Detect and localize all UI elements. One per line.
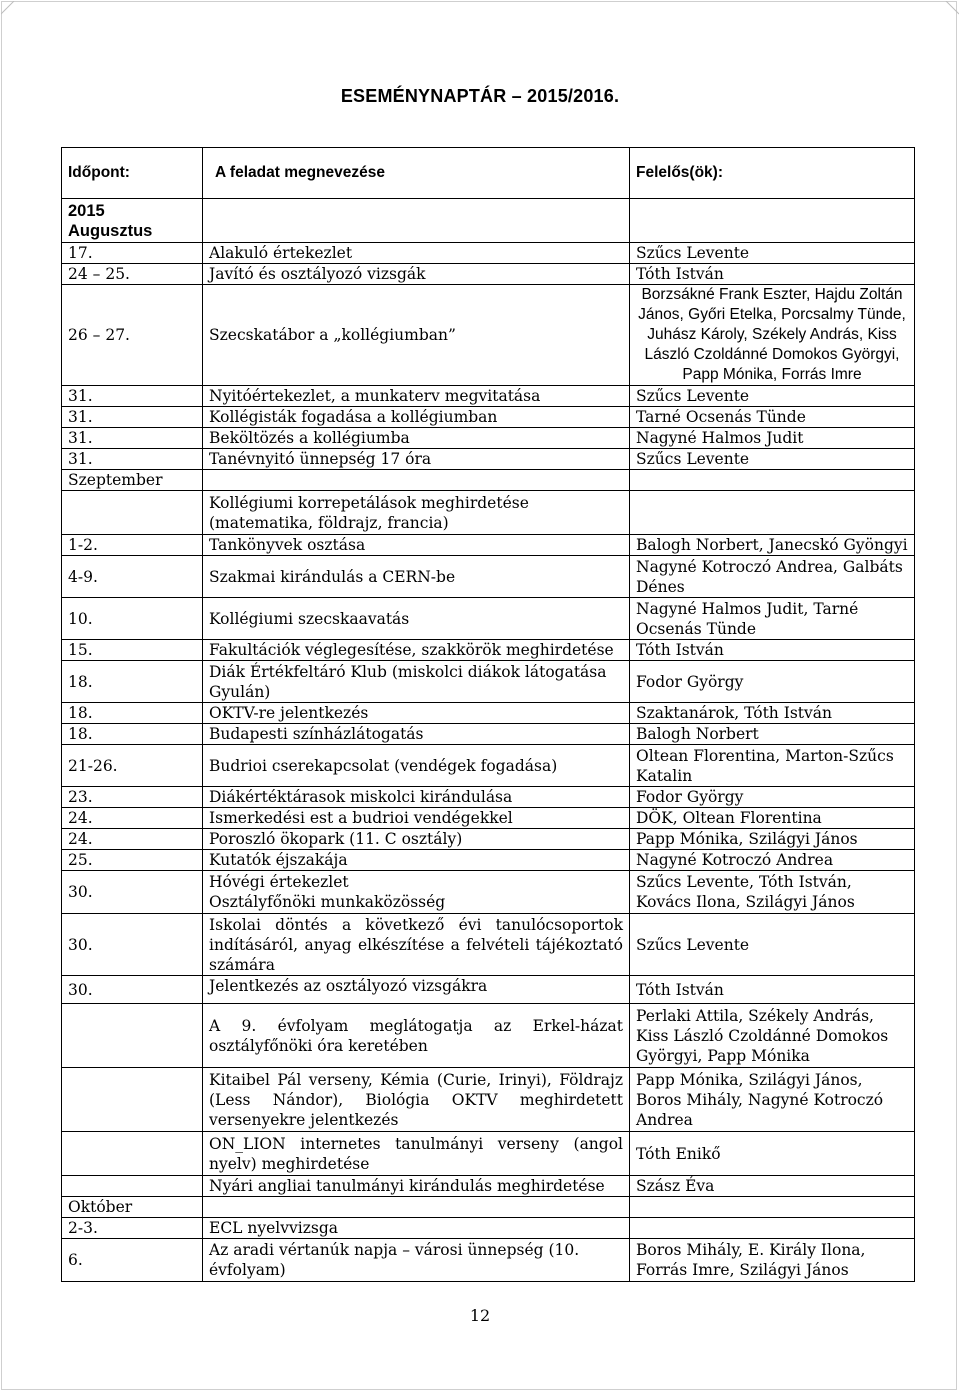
task-cell: Tankönyvek osztása <box>203 535 630 556</box>
task-cell: Budapesti színházlátogatás <box>203 724 630 745</box>
month-row <box>62 1197 915 1218</box>
responsible-cell: Szűcs Levente <box>630 386 915 407</box>
header-task: A feladat megnevezése <box>203 148 630 199</box>
date-cell: 23. <box>62 787 203 808</box>
responsible-cell: Szűcs Levente <box>630 449 915 470</box>
table-row <box>62 1004 915 1068</box>
table-row <box>62 829 915 850</box>
date-cell: 24. <box>62 829 203 850</box>
task-cell: Diákértéktárasok miskolci kirándulása <box>203 787 630 808</box>
date-cell: 15. <box>62 640 203 661</box>
date-cell: 31. <box>62 407 203 428</box>
table-header-row <box>62 148 915 199</box>
date-cell: 31. <box>62 428 203 449</box>
date-cell: 18. <box>62 661 203 703</box>
page-corner-fold-icon <box>1 1 15 15</box>
date-cell: 30. <box>62 976 203 1004</box>
table-row <box>62 703 915 724</box>
responsible-cell: Nagyné Halmos Judit <box>630 428 915 449</box>
table-row <box>62 491 915 535</box>
date-cell: 18. <box>62 703 203 724</box>
task-cell: Kutatók éjszakája <box>203 850 630 871</box>
table-row <box>62 449 915 470</box>
table-row <box>62 428 915 449</box>
table-row <box>62 787 915 808</box>
task-cell: Diák Értékfeltáró Klub (miskolci diákok látogatása Gyulán) <box>203 661 630 703</box>
date-cell: 30. <box>62 871 203 914</box>
responsible-cell: Fodor György <box>630 787 915 808</box>
date-cell: 30. <box>62 914 203 976</box>
year-row <box>62 199 915 243</box>
table-row <box>62 850 915 871</box>
date-cell <box>62 1176 203 1197</box>
date-cell: 1-2. <box>62 535 203 556</box>
table-row <box>62 407 915 428</box>
table-row <box>62 1132 915 1176</box>
header-responsible: Felelős(ök): <box>630 148 915 199</box>
task-cell: Kitaibel Pál verseny, Kémia (Curie, Irinyi), Földrajz (Less Nándor), Biológia OKTV meghirdetett versenyekre jelentkezés <box>203 1068 630 1132</box>
task-cell: Hóvégi értekezlet Osztályfőnöki munkaközösség <box>203 871 630 914</box>
table-row <box>62 1176 915 1197</box>
table-row <box>62 914 915 976</box>
responsible-cell: Szűcs Levente <box>630 243 915 264</box>
task-cell: Nyitóértekezlet, a munkaterv megvitatása <box>203 386 630 407</box>
table-row <box>62 1218 915 1239</box>
table-row <box>62 285 915 386</box>
responsible-cell: Tarné Ocsenás Tünde <box>630 407 915 428</box>
responsible-cell: Borzsákné Frank Eszter, Hajdu Zoltán János, Győri Etelka, Porcsalmy Tünde, Juhász Károly, Székely András, Kiss László Czoldánné Domokos Györgyi, Papp Mónika, Forrás Imre <box>630 285 915 386</box>
table-row <box>62 243 915 264</box>
date-cell: 25. <box>62 850 203 871</box>
responsible-cell: Nagyné Kotroczó Andrea <box>630 850 915 871</box>
table-row <box>62 1239 915 1282</box>
date-cell: 24 – 25. <box>62 264 203 285</box>
task-cell: Nyári angliai tanulmányi kirándulás meghirdetése <box>203 1176 630 1197</box>
table-row <box>62 724 915 745</box>
table-row <box>62 1068 915 1132</box>
responsible-cell: Szűcs Levente, Tóth István, Kovács Ilona, Szilágyi János <box>630 871 915 914</box>
responsible-cell: Papp Mónika, Szilágyi János, Boros Mihály, Nagyné Kotroczó Andrea <box>630 1068 915 1132</box>
date-cell: 18. <box>62 724 203 745</box>
responsible-cell: Balogh Norbert, Janecskó Gyöngyi <box>630 535 915 556</box>
responsible-cell <box>630 1218 915 1239</box>
year-label: 2015 Augusztus <box>62 199 203 243</box>
task-cell: Iskolai döntés a következő évi tanulócsoportok indításáról, anyag elkészítése a felvételi tájékoztató számára <box>203 914 630 976</box>
header-time: Időpont: <box>62 148 203 199</box>
responsible-cell: Tóth István <box>630 976 915 1004</box>
task-cell: Az aradi vértanúk napja – városi ünnepség (10. évfolyam) <box>203 1239 630 1282</box>
month-label: Szeptember <box>62 470 203 491</box>
table-row <box>62 640 915 661</box>
responsible-cell: Nagyné Halmos Judit, Tarné Ocsenás Tünde <box>630 598 915 640</box>
document-title: ESEMÉNYNAPTÁR – 2015/2016. <box>340 86 620 106</box>
task-cell: Szecskatábor a „kollégiumban” <box>203 285 630 386</box>
task-cell: Budrioi cserekapcsolat (vendégek fogadása) <box>203 745 630 787</box>
task-cell: Fakultációk véglegesítése, szakkörök meghirdetése <box>203 640 630 661</box>
responsible-cell: DÖK, Oltean Florentina <box>630 808 915 829</box>
date-cell: 31. <box>62 386 203 407</box>
date-cell: 31. <box>62 449 203 470</box>
date-cell <box>62 1004 203 1068</box>
responsible-cell: Boros Mihály, E. Király Ilona, Forrás Imre, Szilágyi János <box>630 1239 915 1282</box>
table-row <box>62 661 915 703</box>
responsible-cell: Oltean Florentina, Marton-Szűcs Katalin <box>630 745 915 787</box>
responsible-cell: Szűcs Levente <box>630 914 915 976</box>
event-schedule-table <box>61 147 915 1282</box>
table-row <box>62 556 915 598</box>
responsible-cell: Tóth István <box>630 640 915 661</box>
date-cell: 2-3. <box>62 1218 203 1239</box>
task-cell: Kollégisták fogadása a kollégiumban <box>203 407 630 428</box>
task-cell: Beköltözés a kollégiumba <box>203 428 630 449</box>
table-row <box>62 871 915 914</box>
date-cell: 6. <box>62 1239 203 1282</box>
table-row <box>62 535 915 556</box>
responsible-cell: Szaktanárok, Tóth István <box>630 703 915 724</box>
date-cell: 10. <box>62 598 203 640</box>
date-cell: 17. <box>62 243 203 264</box>
page-corner-fold-icon <box>945 1 959 15</box>
date-cell: 4-9. <box>62 556 203 598</box>
table-row <box>62 745 915 787</box>
task-cell: Ismerkedési est a budrioi vendégekkel <box>203 808 630 829</box>
month-label: Október <box>62 1197 203 1218</box>
task-cell: ON_LION internetes tanulmányi verseny (angol nyelv) meghirdetése <box>203 1132 630 1176</box>
task-cell: Szakmai kirándulás a CERN-be <box>203 556 630 598</box>
date-cell <box>62 1132 203 1176</box>
task-cell: Kollégiumi szecskaavatás <box>203 598 630 640</box>
date-cell: 24. <box>62 808 203 829</box>
responsible-cell: Tóth Enikő <box>630 1132 915 1176</box>
page-number: 12 <box>469 1306 491 1325</box>
task-cell: Javító és osztályozó vizsgák <box>203 264 630 285</box>
table-row <box>62 808 915 829</box>
month-row <box>62 470 915 491</box>
responsible-cell: Szász Éva <box>630 1176 915 1197</box>
responsible-cell: Perlaki Attila, Székely András, Kiss László Czoldánné Domokos Györgyi, Papp Mónika <box>630 1004 915 1068</box>
task-cell: Alakuló értekezlet <box>203 243 630 264</box>
task-cell: A 9. évfolyam meglátogatja az Erkel-házat osztályfőnöki óra keretében <box>203 1004 630 1068</box>
table-row <box>62 264 915 285</box>
date-cell: 26 – 27. <box>62 285 203 386</box>
responsible-cell: Balogh Norbert <box>630 724 915 745</box>
task-cell: Tanévnyitó ünnepség 17 óra <box>203 449 630 470</box>
table-row <box>62 386 915 407</box>
table-row <box>62 598 915 640</box>
date-cell <box>62 1068 203 1132</box>
table-row <box>62 976 915 1004</box>
responsible-cell: Fodor György <box>630 661 915 703</box>
responsible-cell: Nagyné Kotroczó Andrea, Galbáts Dénes <box>630 556 915 598</box>
task-cell: Kollégiumi korrepetálások meghirdetése (matematika, földrajz, francia) <box>203 491 630 535</box>
responsible-cell: Tóth István <box>630 264 915 285</box>
task-cell: OKTV-re jelentkezés <box>203 703 630 724</box>
task-cell: Poroszló ökopark (11. C osztály) <box>203 829 630 850</box>
date-cell <box>62 491 203 535</box>
task-cell: ECL nyelvvizsga <box>203 1218 630 1239</box>
date-cell: 21-26. <box>62 745 203 787</box>
task-cell: Jelentkezés az osztályozó vizsgákra <box>203 976 630 1004</box>
responsible-cell <box>630 491 915 535</box>
responsible-cell: Papp Mónika, Szilágyi János <box>630 829 915 850</box>
